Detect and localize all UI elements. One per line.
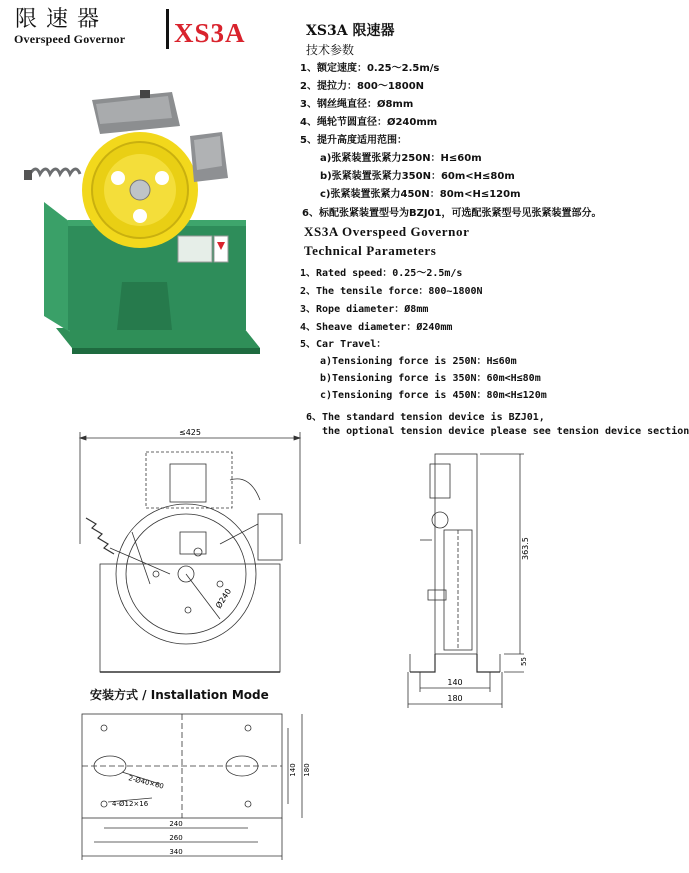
spec-heading-cn: XS3A 限速器 [306, 23, 395, 39]
spec-subheading-en: Technical Parameters [304, 243, 437, 258]
spec-line-cn: 1、额定速度：0.25～2.5m/s [300, 63, 440, 74]
spec-line-cn: 6、标配张紧装置型号为BZJ01，可选配张紧型号见张紧装置部分。 [302, 208, 602, 219]
sheave-diameter-dim: Ø240 [214, 586, 234, 611]
spec-line-en: 3、Rope diameter：Ø8mm [300, 304, 429, 315]
dim-260: 260 [169, 834, 183, 842]
spec-line-cn: 3、钢丝绳直径：Ø8mm [300, 99, 414, 110]
dim-180: 180 [303, 763, 311, 777]
product-title-cn: 限速器 [15, 7, 109, 32]
base-height-dim: 55 [520, 657, 528, 666]
hole-label: 4-Ø12×16 [112, 800, 149, 808]
installation-drawing [70, 706, 310, 870]
model-number: XS3A [174, 18, 246, 48]
outer-width-dim: 180 [447, 694, 463, 703]
spec-line-cn: a)张紧装置张紧力250N：H≤60m [320, 153, 482, 164]
title-divider [166, 9, 169, 49]
base-plate [56, 328, 260, 348]
spec-line-cn: 2、提拉力：800～1800N [300, 81, 425, 92]
spec-line-cn: 5、提升高度适用范围： [300, 135, 407, 146]
inner-width-dim: 140 [447, 678, 463, 687]
spec-line-en: 6、The standard tension device is BZJ01, [306, 412, 545, 423]
spec-line-en: the optional tension device please see tension device section [322, 426, 689, 437]
spec-line-en: 1、Rated speed：0.25～2.5m/s [300, 268, 463, 279]
slot-label: 2-Ø40×60 [127, 774, 165, 791]
spec-line-en: 2、The tensile force：800~1800N [300, 286, 483, 297]
spec-line-en: a)Tensioning force is 250N：H≤60m [320, 356, 517, 367]
side-view-drawing [400, 440, 540, 712]
product-photo [22, 82, 272, 364]
dim-140: 140 [289, 763, 297, 777]
spec-line-cn: b)张紧装置张紧力350N：60m<H≤80m [320, 171, 515, 182]
front-view-drawing [70, 424, 310, 686]
spec-heading-en: XS3A Overspeed Governor [304, 224, 470, 239]
spec-line-en: c)Tensioning force is 450N：80m<H≤120m [320, 390, 547, 401]
installation-label: 安装方式 / Installation Mode [90, 688, 269, 702]
height-dim: 363.5 [521, 537, 530, 560]
spec-line-en: b)Tensioning force is 350N：60m<H≤80m [320, 373, 541, 384]
spec-line-en: 5、Car Travel： [300, 339, 387, 350]
spec-line-en: 4、Sheave diameter：Ø240mm [300, 322, 453, 333]
spec-line-cn: 4、绳轮节圆直径：Ø240mm [300, 117, 438, 128]
spec-subheading-cn: 技术参数 [306, 43, 355, 57]
dim-240: 240 [169, 820, 183, 828]
front-width-dim: ≤425 [179, 428, 201, 437]
spec-line-cn: c)张紧装置张紧力450N：80m<H≤120m [320, 189, 521, 200]
dim-340: 340 [169, 848, 183, 856]
product-title-en: Overspeed Governor [14, 32, 126, 46]
